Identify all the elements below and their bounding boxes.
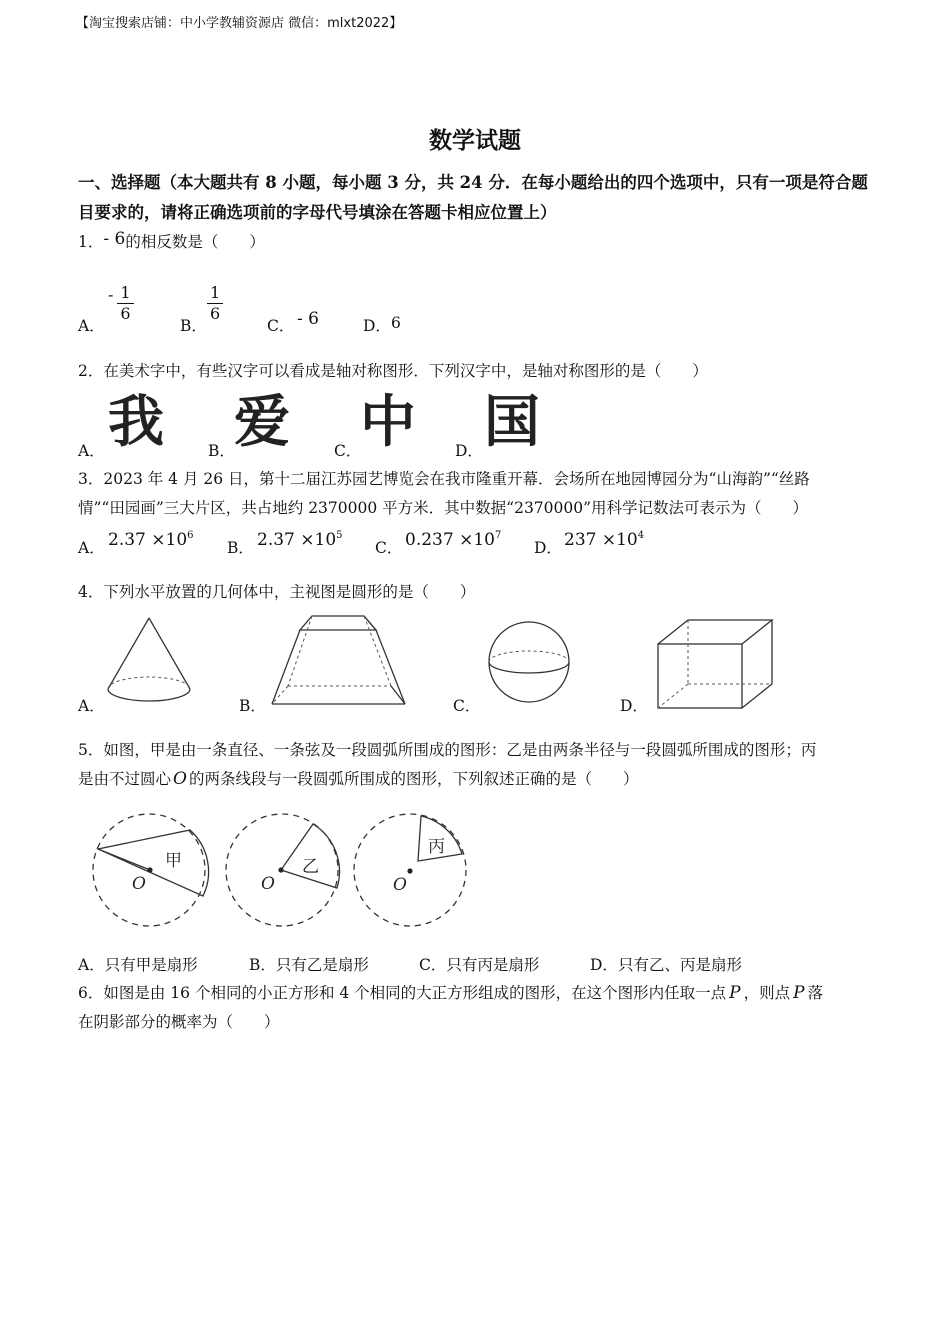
question-1-value: - 6 bbox=[103, 229, 126, 249]
q5-option-d: D．只有乙、丙是扇形 bbox=[590, 956, 742, 974]
q4-option-a-label: A． bbox=[78, 697, 105, 715]
q5-option-b: B．只有乙是扇形 bbox=[249, 956, 369, 974]
point-p-label-2: P bbox=[793, 983, 805, 1003]
question-1-stem bbox=[78, 228, 265, 257]
q1-option-d-value: 6 bbox=[391, 314, 401, 332]
frustum-figure bbox=[268, 612, 408, 712]
question-3-line-2: 情”“田园画”三大片区，共占地约 2370000 平方米．其中数据“2370000”用科学记数法可表示为（ ） bbox=[78, 499, 809, 517]
q2-option-b-label: B． bbox=[208, 442, 235, 460]
q4-option-d-label: D． bbox=[620, 697, 648, 715]
question-1-text: 的相反数是（ ） bbox=[125, 233, 265, 251]
section-heading: 一、选择题（本大题共有 8 小题，每小题 3 分，共 24 分．在每小题给出的四个选项中，只有一项是符合题目要求的，请将正确选项前的字母代号填涂在答题卡相应位置上） bbox=[78, 173, 868, 222]
question-2-stem: 2．在美术字中，有些汉字可以看成是轴对称图形．下列汉字中，是轴对称图形的是（ ） bbox=[78, 362, 708, 380]
question-5-line-1: 5．如图，甲是由一条直径、一条弦及一段圆弧所围成的图形：乙是由两条半径与一段圆弧所围成的图形；丙 bbox=[78, 741, 817, 759]
question-6-line-2: 在阴影部分的概率为（ ） bbox=[78, 1013, 280, 1031]
sphere-figure bbox=[486, 616, 576, 708]
q2-option-d-label: D． bbox=[455, 442, 483, 460]
label-o-yi: O bbox=[261, 874, 275, 894]
circle-figure-bing bbox=[352, 808, 468, 932]
question-4-stem: 4．下列水平放置的几何体中，主视图是圆形的是（ ） bbox=[78, 583, 476, 601]
q4-option-b-label: B． bbox=[239, 697, 266, 715]
question-3-line-1: 3．2023 年 4 月 26 日，第十二届江苏园艺博览会在我市隆重开幕．会场所在地园博园分为“山海韵”“丝路 bbox=[78, 470, 810, 488]
q3-option-a-value: $2.37 \times 10^6$ bbox=[108, 530, 194, 550]
q2-char-wo: 我 bbox=[108, 390, 164, 455]
q3-option-b-value: $2.37 \times 10^5$ bbox=[257, 530, 343, 550]
cube-figure bbox=[654, 616, 778, 710]
q5-option-c: C．只有丙是扇形 bbox=[419, 956, 540, 974]
page-title: 数学试题 bbox=[429, 127, 521, 154]
q3-option-b-label: B． bbox=[227, 539, 254, 557]
q1-option-a-value: - $\frac{1}{6}$ bbox=[108, 283, 134, 324]
label-o-jia: O bbox=[132, 874, 146, 894]
cone-figure bbox=[100, 612, 200, 712]
circle-figure-jia bbox=[94, 808, 206, 932]
q5-option-a: A．只有甲是扇形 bbox=[78, 956, 198, 974]
q3-option-d-label: D． bbox=[534, 539, 562, 557]
q1-option-c-value: - 6 bbox=[297, 309, 319, 329]
question-5-line-2: 是由不过圆心 O 的两条线段与一段圆弧所围成的图形，下列叙述正确的是（ ） bbox=[78, 769, 639, 789]
q4-option-c-label: C． bbox=[453, 697, 481, 715]
q1-option-b-value: $\frac{1}{6}$ bbox=[207, 283, 223, 324]
q1-option-a-label: A． bbox=[78, 317, 105, 335]
center-o-label: O bbox=[173, 769, 187, 789]
q2-option-a-label: A． bbox=[78, 442, 105, 460]
point-p-label: P bbox=[729, 983, 741, 1003]
question-6-line-1: 6．如图是由 16 个相同的小正方形和 4 个相同的大正方形组成的图形，在这个图形内任取一点 P ，则点 P 落 bbox=[78, 983, 824, 1003]
q1-option-b-label: B． bbox=[180, 317, 207, 335]
q2-char-ai: 爱 bbox=[234, 390, 290, 455]
q2-char-zhong: 中 bbox=[360, 390, 416, 455]
circle-figure-yi bbox=[224, 808, 340, 932]
q3-option-c-label: C． bbox=[375, 539, 403, 557]
q2-char-guo: 国 bbox=[484, 390, 540, 455]
label-jia: 甲 bbox=[165, 851, 182, 871]
q1-option-d-label: D． bbox=[363, 317, 391, 335]
q3-option-a-label: A． bbox=[78, 539, 105, 557]
label-bing: 丙 bbox=[428, 837, 445, 857]
q3-option-d-value: $237 \times 10^4$ bbox=[564, 530, 645, 550]
question-1-number: 1． bbox=[78, 233, 104, 251]
label-o-bing: O bbox=[393, 875, 407, 895]
label-yi: 乙 bbox=[302, 857, 319, 877]
q1-option-c-label: C． bbox=[267, 317, 295, 335]
q3-option-c-value: $0.237 \times 10^7$ bbox=[405, 530, 502, 550]
q2-option-c-label: C． bbox=[334, 442, 362, 460]
header-note: 【淘宝搜索店铺：中小学教辅资源店 微信：mlxt2022】 bbox=[76, 16, 403, 31]
